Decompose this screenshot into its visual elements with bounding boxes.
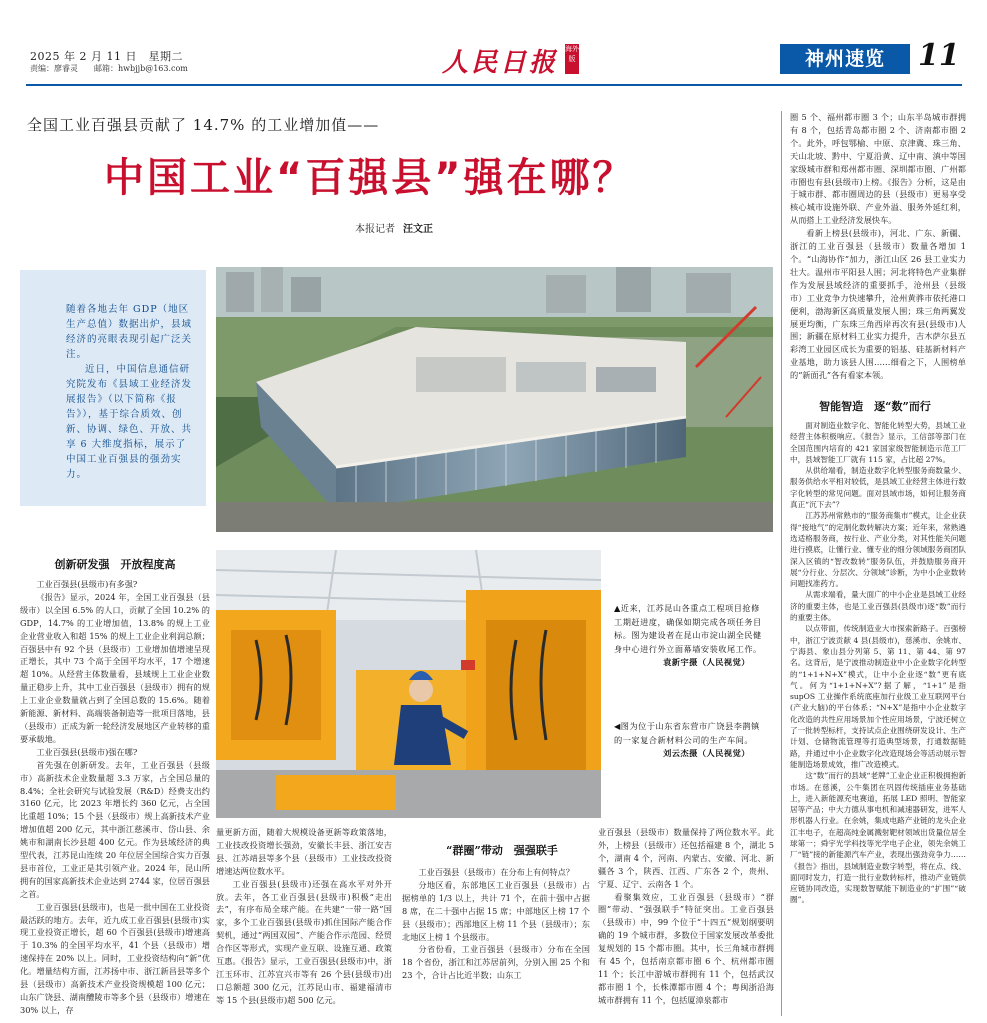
body-column-6 [790, 420, 966, 906]
building-photo-illustration [216, 267, 773, 532]
body-paragraph: 圈 5 个、福州都市圈 3 个；山东半岛城市群拥有 8 个，包括青岛都市圈 2 个、济南都市圈 2 个。此外，呼包鄂榆、中原、京津冀、珠三角、天山北坡、黔中、宁夏沿黄、辽中南、滇中等国家级城市群和郑州都市圈、深圳都市圈、广州都市圈也有县(县级市)上榜。《报告》分析，这是由于城市群、都市圈周边的县（县级市）更易享受核心城市设施外联、产业外溢、服务外延红利，从而搭上工业经济发展快车。 [790, 112, 966, 226]
body-column-1 [20, 578, 210, 1017]
body-paragraph: 从供给端看，制造业数字化转型服务商数量少、服务供给水平相对较低，是县域工业经营主体进行数字化转型的常见问题。面对县域市场，如何让服务商真正“沉下去”？ [790, 466, 966, 510]
byline-label: 本报记者 [355, 224, 395, 235]
newspaper-logo: 人民日报 [442, 48, 559, 78]
byline-name: 汪文正 [403, 224, 433, 235]
byline [355, 220, 433, 235]
article-kicker: 全国工业百强县贡献了 14.7% 的工业增加值—— [27, 116, 380, 134]
body-paragraph: 《报告》显示，2024 年，全国工业百强县（县级市）以全国 6.5% 的人口，贡献了全国 10.2% 的 GDP，14.7% 的工业增加值，13.8% 的规上工业企业营业收入和超 15% 的规上工业企业利润总额；百强县中有 92 个县（县级市）工业增加值增速呈现正增长，其中 73 个高于全国平均水平，17 个增速超 10%。从经营主体数量看，县域规上工业企业数量正稳步上升，其中工业百强县（县级市）拥有的规上工业企业数量就占到了全国总数的 15.6%。随着新能源、新材料、高端装备制造等一批项目落地，县（县级市）正成为新一轮经济发展地区产业转移的重要承载地。 [20, 591, 210, 744]
body-paragraph: 分地区看，东部地区工业百强县（县级市）占据榜单的 1/3 以上，共计 71 个，在前十强中占据 8 席，在二十强中占据 15 席；中部地区上榜 17 个县（县级市）；西部地区上榜 11 个县（县级市）；东北地区上榜 1 个县级市。 [402, 879, 590, 942]
column-divider [781, 111, 782, 1016]
caption-credit: 袁新宇摄（人民视觉） [663, 657, 750, 667]
body-paragraph: 工业百强县(县级市)有多强? [36, 579, 138, 589]
header-rule [26, 84, 962, 86]
caption-text: ▲近来，江苏昆山各重点工程项目抢修工期赶进度，确保如期完成各项任务目标。图为建设者在昆山市淀山湖全民健身中心进行外立面幕墙安装收尾工作。 [614, 603, 762, 654]
subhead-clusters: “群圈”带动 强强联手 [446, 844, 558, 857]
body-paragraph: 量更新方面，随着大规模设备更新等政策落地，工业技改投资增长强劲，安徽长丰县、浙江安吉县、江苏靖县等多个县（县级市）工业技改投资增速达两位数水平。 [216, 827, 392, 876]
subhead-innovation: 创新研发强 开放程度高 [54, 558, 176, 571]
article-headline: 中国工业“百强县”强在哪？ [104, 155, 636, 201]
body-paragraph: 江苏苏州常熟市的“服务商集市”模式，让企业获得“接地气”的定制化数转解决方案；近年来，常熟遴选适格服务商，按行业、产业分类，对其性能关问题进行摸底，让懂行业、懂专业的细分领域服务商团队深入区镇的“智改数转”服务队伍，并鼓励服务商开展“分行业、分层次、分领域”诊断，为中小企业数转问题找准药方。 [790, 511, 966, 589]
body-column-3 [402, 866, 590, 982]
caption-credit: 刘云杰摄（人民视觉） [663, 748, 750, 758]
lede-box [20, 270, 206, 506]
photo-caption-1 [614, 602, 764, 670]
body-paragraph: 首先强在创新研发。去年，工业百强县（县级市）高新技术企业数量超 3.3 万家，占全国总量的 8.4%；全社会研究与试验发展（R&D）经费支出约 3160 亿元，比 2023 年增长约 360 亿元，占全国比重超 10%；15 个县（县级市）规上高新技术产业增加值超 200 亿元，其中浙江慈溪市、岱山县、余姚市和湖南长沙县超 400 亿元。作为县域经济的典型代表，江苏昆山连续 20 年位居全国综合实力百强县市首位，工业正是其引领产业。2024 年，昆山所拥有的国家高新技术企业达到 2744 家，位居百强县之首。 [20, 759, 210, 899]
photo-caption-2 [614, 720, 764, 761]
edition-tag: 海外版 [565, 44, 579, 74]
body-paragraph: 分省份看，工业百强县（县级市）分布在全国 18 个省份，浙江和江苏居前列，分别入围 25 个和 23 个，合计占比近半数；山东工 [402, 944, 590, 981]
body-paragraph: 工业百强县(县级市)强在哪? [36, 746, 138, 757]
lede-paragraph: 近日，中国信息通信研究院发布《县域工业经济发展报告》（以下简称《报告》），基于综合质效、创新、协调、绿色、开放、共享 6 大维度指标，展示了中国工业百强县的强劲实力。 [66, 364, 193, 480]
body-paragraph: 这“数”而行的县域“老牌”工业企业正积极拥抱新市场。在慈溪，公牛集团在巩固传统插座业务基础上，进入新能源充电赛道，拓展 LED 照明、智能家居等产品；中大力德从事电机和减速器研发，进军人形机器人行业。在余姚，集成电路产业链的龙头企业江丰电子，在超高纯金属溅射靶材领域出货量位居全球第一；舜宇光学科技等光学电子企业，领先余姚工厂“链”接的新能源汽车产业，表现出强劲竞争力……《报告》指出，县域制造业数字转型，将在点、线、面同时发力，打造一批行业数转标杆，推动产业链供应链协同改造，实现数智赋能下制造业的“扩围”“破圈”。 [790, 771, 966, 905]
body-paragraph: 看聚集效应，工业百强县（县级市）“群圈”带动、“强强联手”特征突出。工业百强县（县级市）中，99 个位于“十四五”规划纲要明确的 19 个城市群，多数位于国家发展改革委批复规划的 15 个都市圈。其中，长三角城市群拥有 45 个，包括南京都市圈 6 个、杭州都市圈 11 个；长江中游城市群拥有 11 个，包括武汉都市圈 1 个，长株潭都市圈 4 个；粤闽浙沿海城市群拥有 11 个，包括厦漳泉都市 [598, 891, 774, 1005]
section-banner: 神州速览 [780, 44, 910, 74]
body-column-2 [216, 826, 392, 1007]
body-paragraph: 工业百强县（县级市）在分布上有何特点？ [418, 867, 574, 877]
body-column-5 [790, 111, 966, 382]
page-number: 11 [918, 38, 960, 73]
issue-date: 2025 年 2 月 11 日 星期二 [30, 50, 183, 63]
body-paragraph: 业百强县（县级市）数量保持了两位数水平。此外，上榜县（县级市）还包括福建 8 个，湖北 5 个，湖南 4 个，河南、内蒙古、安徽、河北、新疆各 3 个，陕西、江西、广东各 2 个，贵州、宁夏、辽宁、云南各 1 个。 [598, 827, 774, 889]
factory-photo-illustration [216, 550, 601, 818]
editor-contact: 责编：廖睿灵 邮箱：hwbjjb@163.com [30, 64, 188, 73]
building-photo [216, 267, 773, 532]
factory-photo [216, 550, 601, 818]
body-paragraph: 工业百强县(县级市)，也是一批中国在工业投资最活跃的地方。去年，近九成工业百强县(县级市)实现工业投资正增长，超 60 个百强县(县级市)增速高于 10.3% 的全国平均水平，41 个县（县级市）增速保持在 20% 以上。同时，工业投资结构向“新”优化。增量结构方面，江苏扬中市、浙江新昌县等多个县（县级市）高新技术产业投资规模超 100 亿元；山东广饶县、湖南醴陵市等多个县（县级市）增速在 30% 以上，存 [20, 901, 210, 1015]
body-paragraph: 工业百强县(县级市)还强在高水平对外开放。去年，各工业百强县(县级市)积极“走出去”，有序布局全球产能。在共建“一带一路”国家，多个工业百强县(县级市)抓住国际产能合作契机，通过“两国双园”、产能合作示范园、经贸合作区等形式，实现产业互联、设施互通、政策互惠。《报告》显示，工业百强县(县级市)中，浙江玉环市、江苏宜兴市等有 26 个县(县级市)出口总额超 300 亿元，江苏昆山市、福建福清市等 15 个县(县级市)超 500 亿元。 [216, 878, 392, 1005]
body-paragraph: 面对制造业数字化、智能化转型大势，县域工业经营主体积极响应。《报告》显示，工信部等部门在全国范围内培育的 421 家国家级智能制造示范工厂中，县域智能工厂就有 115 家，占比超 27%。 [790, 421, 966, 464]
caption-text: ◀图为位于山东省东营市广饶县李鹊镇的一家复合新材料公司的生产车间。 [614, 721, 760, 745]
body-column-4 [598, 826, 774, 1007]
body-paragraph: 以点带面，传统制造业大市探索新路子。百强榜中，浙江宁波贡献 4 县(县级市)，慈溪市、余姚市、宁海县、象山县分列第 5、第 11、第 44、第 97 名。这背后，是宁波推动制造业中小企业数字化转型的“1+1+N+X”模式，让中小企业逐“数”更有底气。何为“1+1+N+X”?据了解，“1+1”是指 supOS 工业操作系统底座加行业级工业互联网平台(产业大脑)的平台体系；“N+X”是指中小企业数字化改造的共性应用场景加个性应用场景，宁波还树立了一批转型标杆，支持试点企业围绕研发设计、生产计划、仓储物流管理等打造典型场景，打通数据链路，并通过中小企业数字化改造现场会等活动展示智能制造场景成效，推广改造模式。 [790, 624, 966, 769]
body-paragraph: 从需求端看，量大面广的中小企业是县域工业经济的重要主体，也是工业百强县(县级市)逐“数”而行的重要主体。 [790, 590, 966, 623]
subhead-digital: 智能智造 逐“数”而行 [819, 400, 931, 413]
body-paragraph: 看新上榜县(县级市)，河北、广东、新疆、浙江的工业百强县（县级市）数量各增加 1 个。“山海协作”加力，浙江山区 26 县工业实力壮大。温州市平阳县人围；河北将特色产业集群作为发展县域经济的重要抓手，沧州县（县级市）工业竞争力快速攀升，沧州黄骅市依托港口便利，渤海新区高质量发展人围；珠三角两翼发展更均衡，广东珠三角西岸再次有县(县级市)人围；新疆在原材料工业实力提升，吉木萨尔县五彩湾工业园区成长为重要的铝基、硅基新材料产业基地，助力该县人围……细看之下，人围榜单的“新面孔”各有看家本领。 [790, 228, 966, 381]
lede-paragraph: 随着各地去年 GDP（地区生产总值）数据出炉，县域经济的亮眼表现引起广泛关注。 [66, 304, 193, 360]
